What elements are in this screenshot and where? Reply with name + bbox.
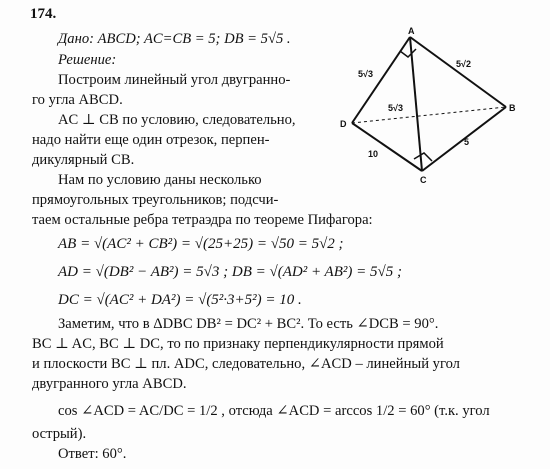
solution-label: Решение: [58, 52, 117, 68]
right-angle-mark-c [414, 153, 432, 161]
edge-ac [410, 37, 422, 171]
equation-ad-db: AD = √(DB² − AB²) = 5√3 ; DB = √(AD² + AB²) = 5√5 ; [58, 264, 402, 280]
text-line-1: Построим линейный угол двугранно- [58, 72, 291, 88]
text-line-5: дикулярный CB. [32, 152, 135, 168]
edge-label-cb: 5 [464, 137, 470, 147]
given-line: Дано: ABCD; AC=CB = 5; DB = 5√5 . [58, 31, 291, 47]
edge-ab [410, 37, 506, 107]
vertex-label-c: C [420, 175, 427, 185]
vertex-label-b: B [509, 103, 516, 113]
edge-label-ab: 5√2 [456, 59, 471, 69]
edge-label-da: 5√3 [358, 69, 373, 79]
conclusion-line-1: BC ⊥ AC, BC ⊥ DC, то по признаку перпендикулярности прямой [32, 336, 444, 352]
cos-tail: острый). [32, 426, 87, 442]
edge-label-dc: 10 [368, 149, 379, 159]
text-line-6: Нам по условию даны несколько [58, 172, 262, 188]
answer-line: Ответ: 60°. [58, 446, 127, 462]
equation-ab: AB = √(AC² + CB²) = √(25+25) = √50 = 5√2 ; [58, 236, 344, 252]
text-line-8: таем остальные ребра тетраэдра по теореме Пифагора: [32, 212, 373, 228]
edge-dc [352, 123, 422, 171]
remark-line: Заметим, что в ΔDBC DB² = DC² + BC². То есть ∠DCB = 90°. [58, 316, 439, 332]
right-angle-mark-a [400, 49, 416, 57]
edge-label-ac: 5√3 [388, 103, 403, 113]
edge-db-hidden [352, 107, 506, 123]
equation-dc: DC = √(AC² + DA²) = √(5²·3+5²) = 10 . [58, 292, 302, 308]
problem-number: 174. [30, 6, 57, 22]
text-line-3: AC ⊥ CB по условию, следовательно, [58, 112, 296, 128]
text-line-4: надо найти еще один отрезок, перпен- [32, 132, 270, 148]
text-line-7: прямоугольных треугольников; подсчи- [32, 192, 279, 208]
vertex-label-a: A [408, 26, 415, 36]
tetrahedron-figure [338, 25, 538, 185]
cos-line: cos ∠ACD = AC/DC = 1/2 , отсюда ∠ACD = arccos 1/2 = 60° (т.к. угол [58, 403, 490, 419]
conclusion-line-3: двугранного угла ABCD. [32, 376, 187, 392]
vertex-label-d: D [340, 119, 347, 129]
text-line-2: го угла ABCD. [32, 92, 123, 108]
conclusion-line-2: и плоскости BC ⊥ пл. ADC, следовательно, ∠ACD – линейный угол [32, 356, 460, 372]
